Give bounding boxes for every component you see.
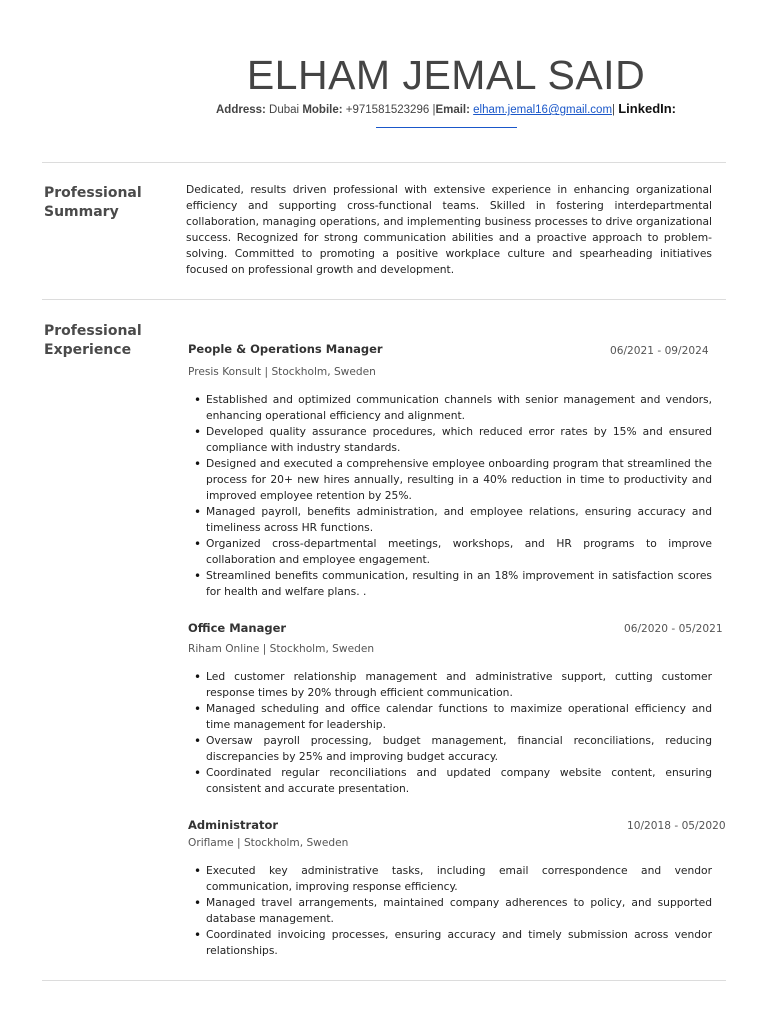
job-dates: 10/2018 - 05/2020 <box>627 820 726 832</box>
address-label: Address: <box>215 104 266 116</box>
list-item: • Established and optimized communication channels with senior management and vendors, enhancing operational efficiency and alignment. <box>186 392 712 424</box>
divider <box>42 162 726 163</box>
list-item: • Developed quality assurance procedures, which reduced error rates by 15% and ensured compliance with industry standards. <box>186 424 712 456</box>
address-value: Dubai <box>269 104 300 116</box>
job-bullets <box>186 863 712 959</box>
job-company: Oriflame | Stockholm, Sweden <box>188 837 349 849</box>
linkedin-label: LinkedIn: <box>618 101 677 116</box>
list-item: • Oversaw payroll processing, budget management, financial reconciliations, reducing discrepancies by 25% and improving budget accuracy. <box>186 733 712 765</box>
list-item: • Managed scheduling and office calendar functions to maximize operational efficiency and time management for leadership. <box>186 701 712 733</box>
job-dates: 06/2020 - 05/2021 <box>624 623 723 635</box>
list-item: • Organized cross-departmental meetings, workshops, and HR programs to improve collaboration and employee engagement. <box>186 536 712 568</box>
separator: | <box>432 104 436 116</box>
job-bullets <box>186 392 712 600</box>
linkedin-link[interactable] <box>376 127 517 128</box>
list-item: • Designed and executed a comprehensive employee onboarding program that streamlined the process for 20+ new hires annually, resulting in a 40% reduction in time to productivity and improved employee retention by 25%. <box>186 456 712 504</box>
experience-heading: Professional Experience <box>44 323 142 358</box>
job-title: People & Operations Manager <box>188 342 383 356</box>
email-link[interactable]: elham.jemal16@gmail.com <box>473 104 613 116</box>
list-item: • Managed payroll, benefits administration, and employee relations, ensuring accuracy and timeliness across HR functions. <box>186 504 712 536</box>
candidate-name: ELHAM JEMAL SAID <box>246 52 646 98</box>
job-company: Presis Konsult | Stockholm, Sweden <box>188 366 376 378</box>
divider <box>42 299 726 300</box>
divider <box>42 980 726 981</box>
email-label: Email: <box>435 104 470 116</box>
list-item: • Managed travel arrangements, maintained company adherences to policy, and supported database management. <box>186 895 712 927</box>
list-item: • Coordinated regular reconciliations and updated company website content, ensuring consistent and accurate presentation. <box>186 765 712 797</box>
summary-text: Dedicated, results driven professional with extensive experience in enhancing organizational efficiency and supporting cross-functional teams. Skilled in fostering interdepartmental collaboration, managing operations, and implementing business processes to drive organizational success. Recognized for strong communication abilities and a proactive approach to problem-solving. Committed to promoting a positive workplace culture and spearheading initiatives focused on professional growth and development. <box>186 183 712 276</box>
job-dates: 06/2021 - 09/2024 <box>610 345 709 357</box>
job-bullets <box>186 669 712 797</box>
list-item: • Streamlined benefits communication, resulting in an 18% improvement in satisfaction scores for health and welfare plans. . <box>186 568 712 600</box>
mobile-value: +971581523296 <box>345 104 430 116</box>
mobile-label: Mobile: <box>302 104 343 116</box>
separator: | <box>612 104 616 116</box>
summary-heading: Professional Summary <box>44 185 142 220</box>
list-item: • Executed key administrative tasks, including email correspondence and vendor communication, improving response efficiency. <box>186 863 712 895</box>
job-title: Administrator <box>188 818 279 832</box>
job-title: Office Manager <box>188 621 287 635</box>
list-item: • Led customer relationship management and administrative support, cutting customer response times by 20% through efficient communication. <box>186 669 712 701</box>
list-item: • Coordinated invoicing processes, ensuring accuracy and timely submission across vendor relationships. <box>186 927 712 959</box>
job-company: Riham Online | Stockholm, Sweden <box>188 643 375 655</box>
contact-line <box>0 101 768 116</box>
